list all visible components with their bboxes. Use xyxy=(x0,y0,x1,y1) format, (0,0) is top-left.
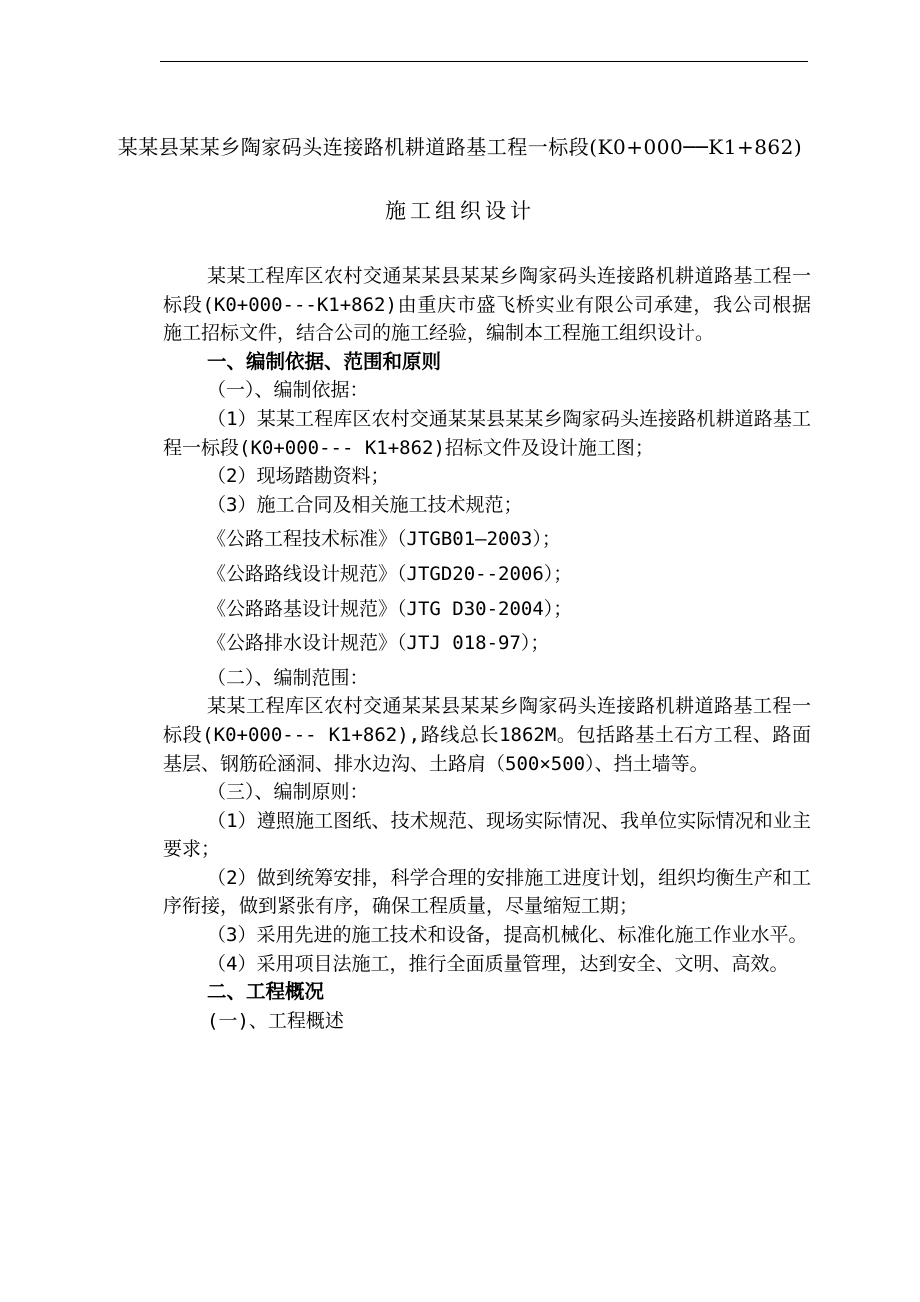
subsection-heading-basis: （一）、编制依据： xyxy=(207,379,369,402)
subsection-heading-scope: （二）、编制范围： xyxy=(207,666,369,689)
header-rule xyxy=(160,61,808,62)
document-subtitle: 施工组织设计 xyxy=(385,199,535,223)
basis-item: （1）某某工程库区农村交通某某县某某乡陶家码头连接路机耕道路基工程一标段(K0+000--- K1+862)招标文件及设计施工图； xyxy=(163,407,811,459)
standard-item: 《公路工程技术标准》（JTGB01—2003）； xyxy=(207,528,561,551)
principle-item: （4）采用项目法施工，推行全面质量管理，达到安全、文明、高效。 xyxy=(207,952,789,975)
principle-item: （1）遵照施工图纸、技术规范、现场实际情况、我单位实际情况和业主要求； xyxy=(163,809,811,861)
standard-item: 《公路路线设计规范》（JTGD20--2006）； xyxy=(207,562,573,585)
section-heading-1: 一、编制依据、范围和原则 xyxy=(207,349,442,373)
basis-item: （3）施工合同及相关施工技术规范； xyxy=(207,493,523,516)
document-title: 某某县某某乡陶家码头连接路机耕道路基工程一标段(K0+000──K1+862) xyxy=(117,135,803,159)
subsection-heading-overview: (一)、工程概述 xyxy=(207,1009,344,1032)
basis-item: （2）现场踏勘资料； xyxy=(207,465,390,488)
principle-item: （3）采用先进的施工技术和设备，提高机械化、标准化施工作业水平。 xyxy=(207,924,808,947)
document-body xyxy=(163,262,811,1035)
principle-item: （2）做到统筹安排，科学合理的安排施工进度计划，组织均衡生产和工序衔接，做到紧张有序，确保工程质量，尽量缩短工期； xyxy=(163,866,811,918)
subsection-heading-principles: （三）、编制原则： xyxy=(207,781,369,804)
standard-item: 《公路路基设计规范》（JTG D30-2004）； xyxy=(207,597,573,620)
section-heading-2: 二、工程概况 xyxy=(207,980,325,1004)
intro-paragraph: 某某工程库区农村交通某某县某某乡陶家码头连接路机耕道路基工程一标段(K0+000---K1+862)由重庆市盛飞桥实业有限公司承建，我公司根据施工招标文件，结合公司的施工经验，编制本工程施工组织设计。 xyxy=(163,265,811,345)
standard-item: 《公路排水设计规范》（JTJ 018-97）； xyxy=(207,632,550,655)
scope-paragraph: 某某工程库区农村交通某某县某某乡陶家码头连接路机耕道路基工程一标段(K0+000--- K1+862),路线总长1862M。包括路基土石方工程、路面基层、钢筋砼涵洞、排水边沟、土路肩（500×500）、挡土墙等。 xyxy=(163,695,811,775)
